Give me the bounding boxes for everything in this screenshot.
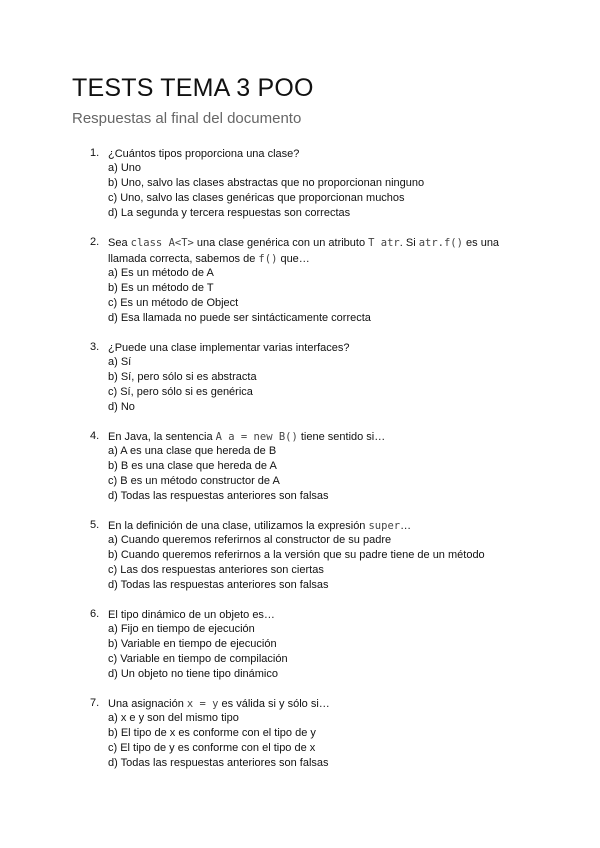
question-number: 7. xyxy=(90,697,100,709)
question-number: 3. xyxy=(90,341,100,353)
answer-option: b) Variable en tiempo de ejecución xyxy=(108,638,277,650)
question-stem xyxy=(108,146,528,162)
question-stem xyxy=(108,340,528,356)
question-number: 5. xyxy=(90,519,100,531)
stem-text: En la definición de una clase, utilizamos la expresión xyxy=(108,520,369,532)
code-fragment: x = y xyxy=(186,698,219,710)
answer-option: c) Uno, salvo las clases genéricas que proporcionan muchos xyxy=(108,192,405,204)
stem-text: Sea xyxy=(108,237,131,249)
answer-option: b) Es un método de T xyxy=(108,282,214,294)
answer-option: a) Fijo en tiempo de ejecución xyxy=(108,623,255,635)
answer-option: d) No xyxy=(108,401,135,413)
page-title: TESTS TEMA 3 POO xyxy=(72,74,314,102)
code-fragment: T atr xyxy=(368,237,400,249)
code-fragment: class A<T> xyxy=(130,237,194,249)
stem-text: es válida si y sólo si… xyxy=(218,698,330,710)
question-number: 6. xyxy=(90,608,100,620)
stem-text: En Java, la sentencia xyxy=(108,431,216,443)
answer-option: d) Todas las respuestas anteriores son falsas xyxy=(108,579,329,591)
answer-option: b) El tipo de x es conforme con el tipo de y xyxy=(108,727,316,739)
answer-option: d) La segunda y tercera respuestas son correctas xyxy=(108,207,351,219)
stem-text: ¿Puede una clase implementar varias interfaces? xyxy=(108,342,350,354)
stem-text: tiene sentido si… xyxy=(297,431,386,443)
code-fragment: atr.f() xyxy=(418,237,463,249)
page-subtitle: Respuestas al final del documento xyxy=(72,110,302,127)
answer-option: d) Esa llamada no puede ser sintácticamente correcta xyxy=(108,312,371,324)
answer-option: c) El tipo de y es conforme con el tipo de x xyxy=(108,742,316,754)
answer-option: c) Es un método de Object xyxy=(108,297,239,309)
question-stem xyxy=(108,235,528,267)
answer-option: a) Cuando queremos referirnos al constructor de su padre xyxy=(108,534,392,546)
answer-option: c) B es un método constructor de A xyxy=(108,475,280,487)
answer-option: a) Es un método de A xyxy=(108,267,214,279)
answer-option: d) Todas las respuestas anteriores son falsas xyxy=(108,757,329,769)
answer-option: c) Sí, pero sólo si es genérica xyxy=(108,386,253,398)
code-fragment: A a = new B() xyxy=(215,431,298,443)
question-number: 2. xyxy=(90,236,100,248)
answer-option: a) A es una clase que hereda de B xyxy=(108,445,277,457)
code-fragment: super xyxy=(368,520,401,532)
answer-option: a) Sí xyxy=(108,356,132,368)
answer-option: a) Uno xyxy=(108,162,142,174)
stem-text: Una asignación xyxy=(108,698,187,710)
stem-text: El tipo dinámico de un objeto es… xyxy=(108,609,275,621)
question-stem xyxy=(108,607,528,623)
question-stem xyxy=(108,696,528,712)
stem-text: es una llamada correcta, sabemos de xyxy=(108,237,500,265)
answer-option: b) Cuando queremos referirnos a la versión que su padre tiene de un método xyxy=(108,549,485,561)
answer-option: b) B es una clase que hereda de A xyxy=(108,460,277,472)
question-stem xyxy=(108,429,528,445)
answer-option: d) Un objeto no tiene tipo dinámico xyxy=(108,668,278,680)
stem-text: una clase genérica con un atributo xyxy=(193,237,369,249)
answer-option: c) Variable en tiempo de compilación xyxy=(108,653,288,665)
code-fragment: f() xyxy=(258,253,278,265)
answer-option: a) x e y son del mismo tipo xyxy=(108,712,239,724)
stem-text: . Si xyxy=(399,237,419,249)
stem-text: ¿Cuántos tipos proporciona una clase? xyxy=(108,148,300,160)
question-stem xyxy=(108,518,528,534)
answer-option: d) Todas las respuestas anteriores son falsas xyxy=(108,490,329,502)
stem-text: … xyxy=(400,520,412,532)
answer-option: b) Uno, salvo las clases abstractas que no proporcionan ninguno xyxy=(108,177,425,189)
question-number: 1. xyxy=(90,147,100,159)
stem-text: que… xyxy=(277,253,310,265)
answer-option: c) Las dos respuestas anteriores son ciertas xyxy=(108,564,324,576)
answer-option: b) Sí, pero sólo si es abstracta xyxy=(108,371,257,383)
question-number: 4. xyxy=(90,430,100,442)
